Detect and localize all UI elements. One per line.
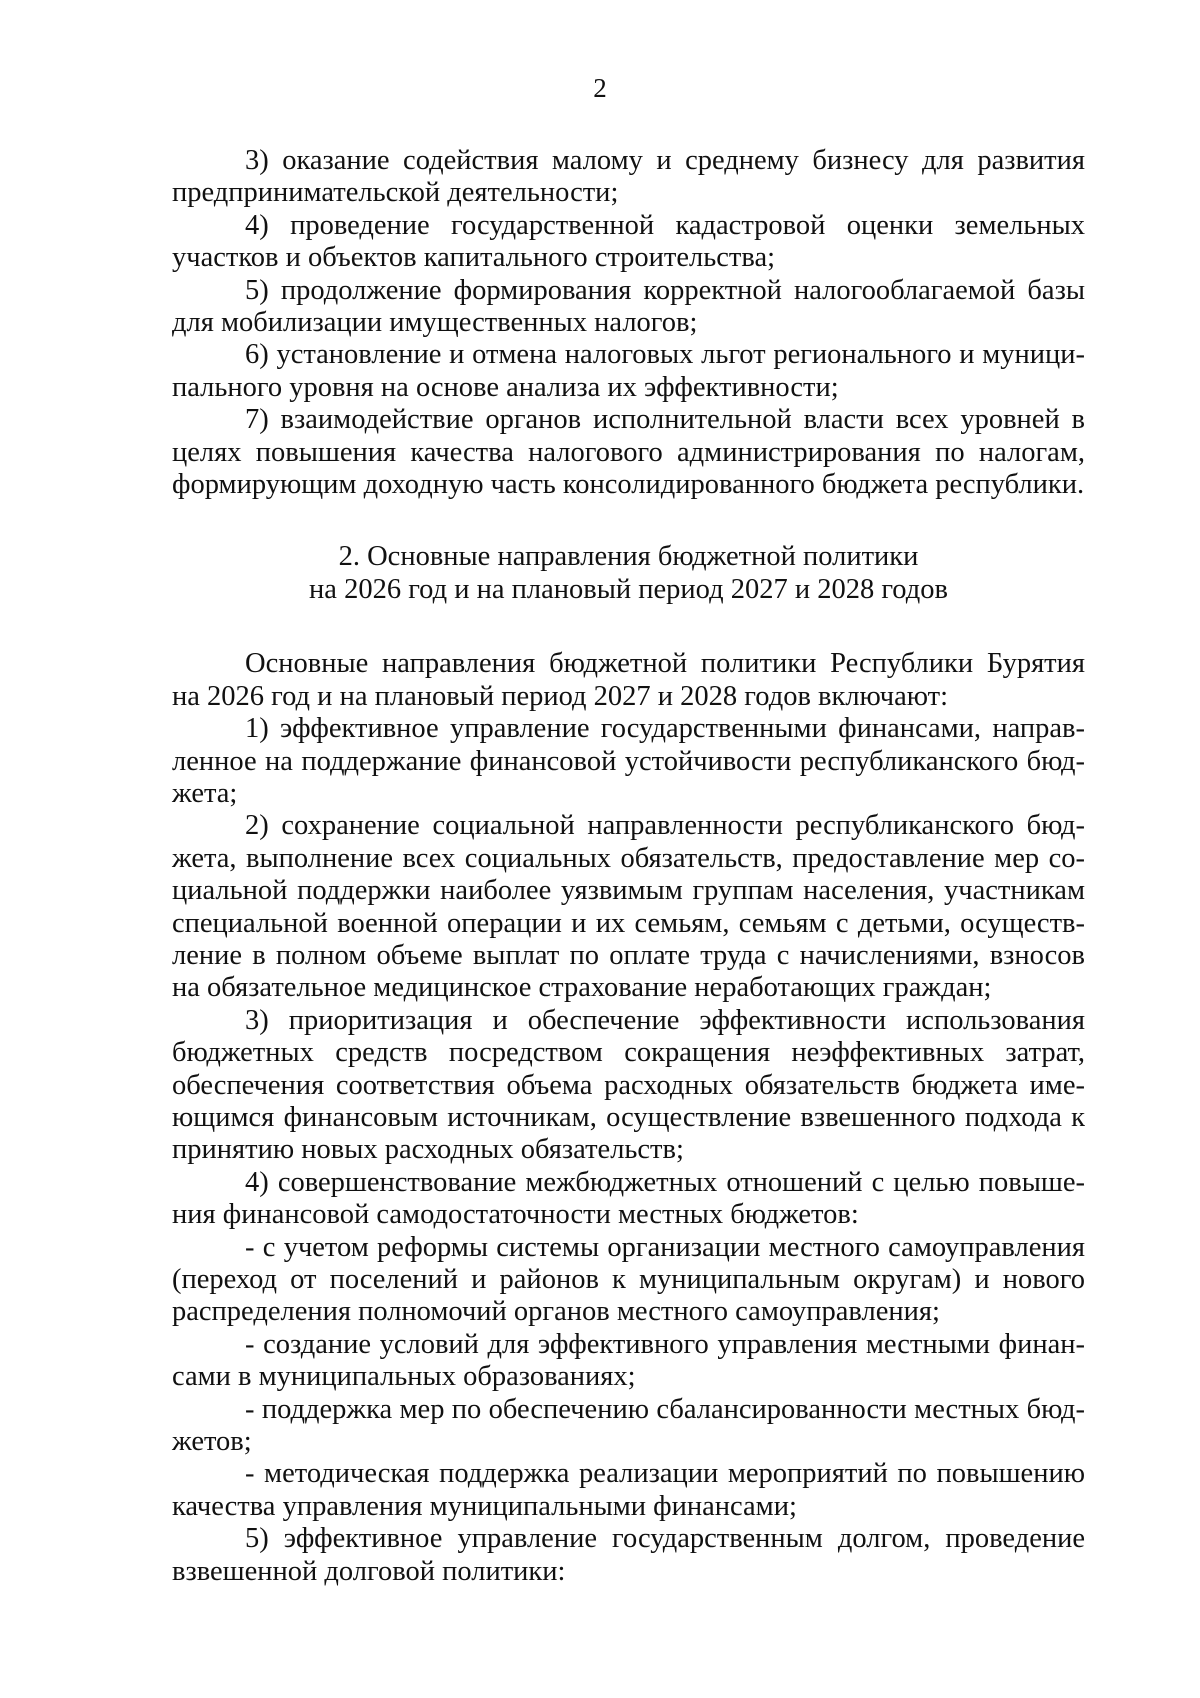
list-item: 4) проведение государственной кадастровой оценки земельных участков и объектов капитального строительства; [172, 209, 1085, 274]
list-item: 3) оказание содействия малому и среднему бизнесу для развития предпринимательской деятельности; [172, 145, 1085, 209]
list-item: 6) установление и отмена налоговых льгот регионального и муниципального уровня на основе анализа их эффективности; [172, 339, 1085, 403]
list-item: 5) продолжение формирования корректной налогооблагаемой базы для мобилизации имущественных налогов; [172, 274, 1085, 339]
list-item: 7) взаимодействие органов исполнительной власти всех уровней в целях повышения качества налогового администрирования по налогам, формирующим доходную часть консолидированного бюджета республики. [172, 404, 1085, 501]
sub-list-item: - методическая поддержка реализации мероприятий по повышению качества управления муниципальными финансами; [172, 1458, 1085, 1522]
section-heading-line-2: на 2026 год и на плановый период 2027 и 2028 годов [309, 573, 948, 605]
page-number: 2 [593, 73, 607, 103]
list-item: 4) совершенствование межбюджетных отношений с целью повышения финансовой самодостаточности местных бюджетов: [172, 1166, 1085, 1231]
list-item: 5) эффективное управление государственным долгом, проведение взвешенной долговой политики: [172, 1523, 1085, 1587]
sub-list-item: - поддержка мер по обеспечению сбалансированности местных бюджетов; [172, 1393, 1085, 1458]
intro-paragraph: Основные направления бюджетной политики Республики Бурятия на 2026 год и на плановый период 2027 и 2028 годов включают: [172, 648, 1085, 712]
sub-list-item: - с учетом реформы системы организации местного самоуправления (переход от поселений и районов к муниципальным округам) и нового распределения полномочий органов местного самоуправления; [172, 1231, 1085, 1328]
document-body [172, 145, 1085, 1588]
section-heading [172, 541, 1085, 606]
list-item: 2) сохранение социальной направленности республиканского бюджета, выполнение всех социальных обязательств, предоставление мер социальной поддержки наиболее уязвимым группам населения, участникам специальной военной операции и их семьям, семьям с детьми, осуществление в полном объеме выплат по оплате труда с начислениями, взносов на обязательное медицинское страхование неработающих граждан; [172, 810, 1085, 1004]
list-item: 1) эффективное управление государственными финансами, направленное на поддержание финансовой устойчивости республиканского бюджета; [172, 713, 1085, 809]
section-heading-line-1: 2. Основные направления бюджетной политики [338, 541, 919, 573]
sub-list-item: - создание условий для эффективного управления местными финансами в муниципальных образованиях; [172, 1328, 1085, 1393]
list-item: 3) приоритизация и обеспечение эффективности использования бюджетных средств посредством сокращения неэффективных затрат, обеспечения соответствия объема расходных обязательств бюджета имеющимся финансовым источникам, осуществление взвешенного подхода к принятию новых расходных обязательств; [172, 1004, 1085, 1166]
